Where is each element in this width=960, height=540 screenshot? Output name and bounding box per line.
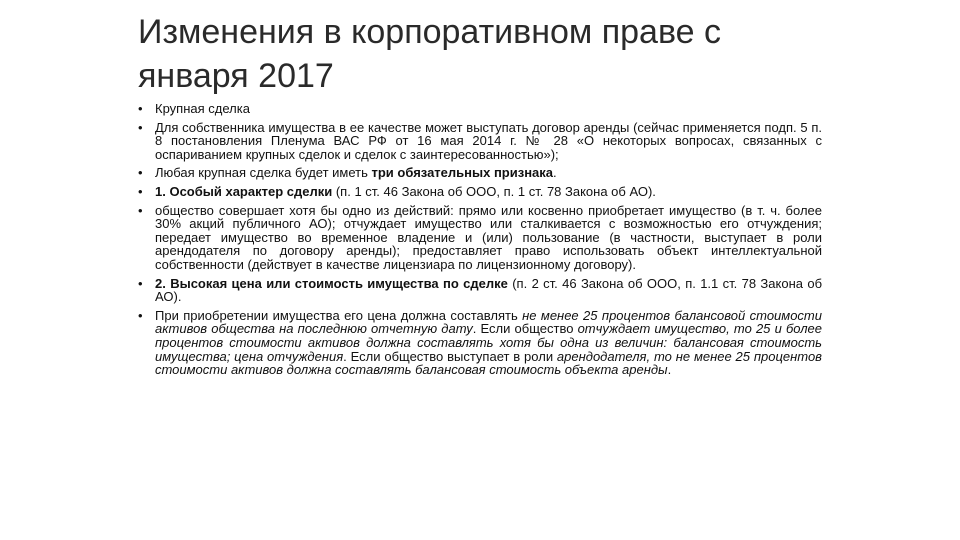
bullet-italic-text: отчуждает имущество, то 25 и более процентов стоимости активов должна составлять хотя бы одна из величин: балансовая стоимость имущества; цена отчуждения: [155, 321, 822, 364]
slide-title: Изменения в корпоративном праве с января 2017: [138, 13, 721, 95]
bullet-text: .: [667, 362, 672, 378]
bullet-bold-text: три обязательных признака: [371, 165, 554, 181]
bullet-icon: •: [138, 183, 143, 199]
bullet-item-25-percent: [138, 309, 822, 377]
bullet-text: Любая крупная сделка будет иметь: [155, 165, 372, 181]
bullet-icon: •: [138, 101, 143, 116]
bullet-list: [138, 102, 822, 382]
bullet-text: Крупная сделка: [155, 101, 250, 116]
bullet-text: При приобретении имущества его цена должна составлять: [155, 307, 523, 323]
bullet-item-high-price: [138, 277, 822, 304]
bullet-italic-text: не менее 25 процентов балансовой стоимости активов общества на последнюю отчетную дату: [155, 307, 822, 337]
bullet-italic-text: арендодателя, то не менее 25 процентов стоимости активов должна составлять балансовая стоимость объекта аренды: [155, 348, 822, 378]
bullet-icon: •: [138, 202, 143, 218]
bullet-item-lease-agreement: [138, 121, 822, 162]
bullet-text: общество совершает хотя бы одно из действий: прямо или косвенно приобретает имущество (в т. ч. более 30% акций публичного АО); отчуждает имущество или сталкивается с возможностью его отчуждения; передает имущество во временное владение и (или) пользование (в частности, выступает в роли арендодателя по договору аренды); предоставляет право использовать объект интеллектуальной собственности (действует в качестве лицензиара по лицензионному договору).: [155, 202, 822, 272]
bullet-item-special-nature: [138, 185, 822, 199]
bullet-text: . Если общество: [472, 321, 578, 337]
bullet-icon: •: [138, 307, 143, 323]
bullet-item-company-actions: [138, 204, 822, 272]
bullet-bold-text: 2. Высокая цена или стоимость имущества по сделке: [155, 275, 508, 291]
bullet-icon: •: [138, 275, 143, 291]
bullet-text: . Если общество выступает в роли: [343, 348, 557, 364]
bullet-item-three-features: [138, 166, 822, 180]
bullet-text: (п. 1 ст. 46 Закона об ООО, п. 1 ст. 78 Закона об АО).: [332, 183, 656, 199]
bullet-bold-text: 1. Особый характер сделки: [155, 183, 333, 199]
bullet-text: .: [553, 165, 557, 181]
bullet-icon: •: [138, 119, 143, 135]
bullet-icon: •: [138, 165, 143, 181]
bullet-text: (п. 2 ст. 46 Закона об ООО, п. 1.1 ст. 78 Закона об АО).: [155, 275, 823, 305]
bullet-item-large-deal: [138, 102, 822, 116]
bullet-text: Для собственника имущества в ее качестве может выступать договор аренды (сейчас применяется подп. 5 п. 8 постановления Пленума ВАС РФ от 16 мая 2014 г. № 28 «О некоторых вопросах, связанных с оспариванием крупных сделок и сделок с заинтересованностью»);: [155, 119, 822, 162]
